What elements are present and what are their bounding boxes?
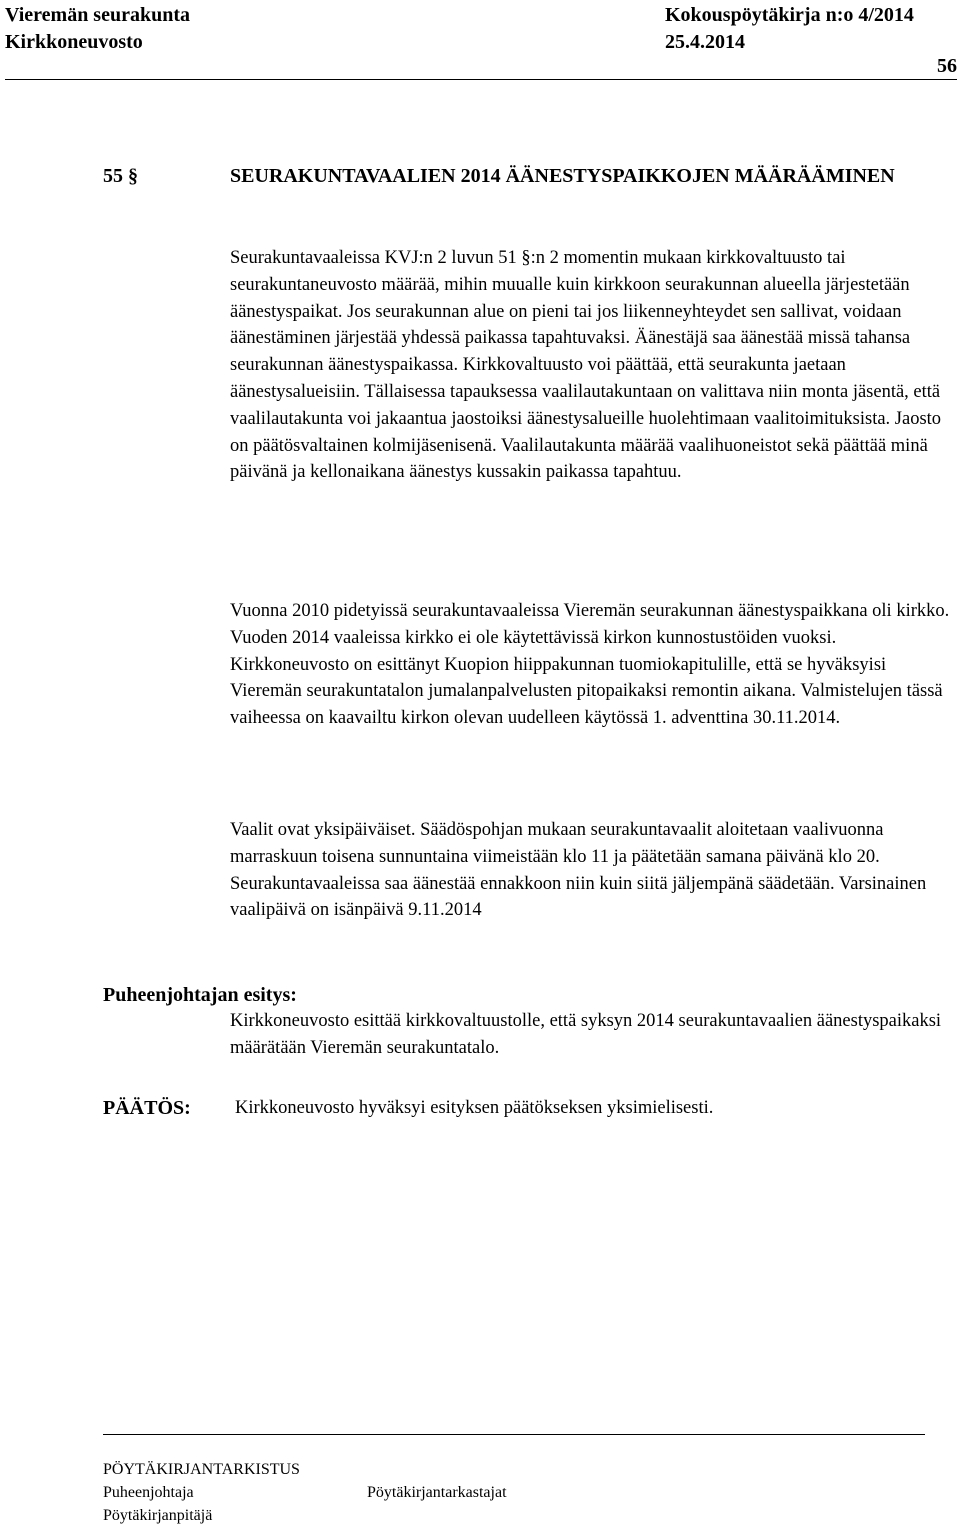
organization-name: Vieremän seurakunta [5,4,190,26]
footer-divider [103,1434,925,1435]
page-number: 56 [937,55,957,77]
section-title: SEURAKUNTAVAALIEN 2014 ÄÄNESTYSPAIKKOJEN MÄÄRÄÄMINEN [230,165,895,187]
body-name: Kirkkoneuvosto [5,31,143,53]
footer-chair: Puheenjohtaja [103,1484,194,1501]
paragraph-legal-basis: Seurakuntavaaleissa KVJ:n 2 luvun 51 §:n 2 momentin mukaan kirkkovaltuusto tai seurakuntaneuvosto määrää, mihin muualle kuin kirkkoon seurakunnan alueella järjestetään äänestyspaikat. Jos seurakunnan alue on pieni tai jos liikenneyhteydet sen sallivat, voidaan äänestäminen järjestää yhdessä paikassa tapahtuvaksi. Äänestäjä saa äänestää missä tahansa seurakunnan äänestyspaikassa. Kirkkovaltuusto voi päättää, että seurakunta jaetaan äänestysalueisiin. Tällaisessa tapauksessa vaalilautakuntaan on valittava niin monta jäsentä, että vaalilautakunta voi jakaantua jaostoiksi äänestysalueille huolehtimaan vaalitoimituksista. Jaosto on päätösvaltainen kolmijäsenisenä. Vaalilautakunta määrää vaalihuoneistot sekä päättää minä päivänä ja kellonaikana äänestys kussakin paikassa tapahtuu. [230,248,942,483]
footer-checkers: Pöytäkirjantarkastajat [367,1484,507,1501]
paragraph-election-day: Vaalit ovat yksipäiväiset. Säädöspohjan mukaan seurakuntavaalit aloitetaan vaalivuonna marraskuun toisena sunnuntaina viimeistään klo 11 ja päätetään samana päivänä klo 20. Seurakuntavaaleissa saa äänestää ennakkoon niin kuin siitä jäljempänä säädetään. Varsinainen vaalipäivä on isänpäivä 9.11.2014 [230,820,927,921]
document-title: Kokouspöytäkirja n:o 4/2014 [665,4,914,26]
header-divider [5,79,957,80]
paragraph-background: Vuonna 2010 pidetyissä seurakuntavaaleissa Vieremän seurakunnan äänestyspaikkana oli kirkko. Vuoden 2014 vaaleissa kirkko ei ole käytettävissä kirkon kunnostustöiden vuoksi. Kirkkoneuvosto on esittänyt Kuopion hiippakunnan tuomiokapitulille, että se hyväksyisi Vieremän seurakuntatalon jumalanpalvelusten pitopaikaksi remontin aikana. Valmistelujen tässä vaiheessa on kaavailtu kirkon olevan uudelleen käytössä 1. adventtina 30.11.2014. [230,601,950,729]
footer-check-heading: PÖYTÄKIRJANTARKISTUS [103,1461,300,1478]
section-number: 55 § [103,165,138,187]
decision-text: Kirkkoneuvosto hyväksyi esityksen päätökseksen yksimielisesti. [235,1098,714,1118]
proposal-text: Kirkkoneuvosto esittää kirkkovaltuustolle, että syksyn 2014 seurakuntavaalien äänestyspaikaksi määrätään Vieremän seurakuntatalo. [230,1011,942,1058]
footer-secretary: Pöytäkirjanpitäjä [103,1507,213,1524]
proposal-label: Puheenjohtajan esitys: [103,984,297,1006]
meeting-date: 25.4.2014 [665,31,745,53]
decision-label: PÄÄTÖS: [103,1097,191,1119]
